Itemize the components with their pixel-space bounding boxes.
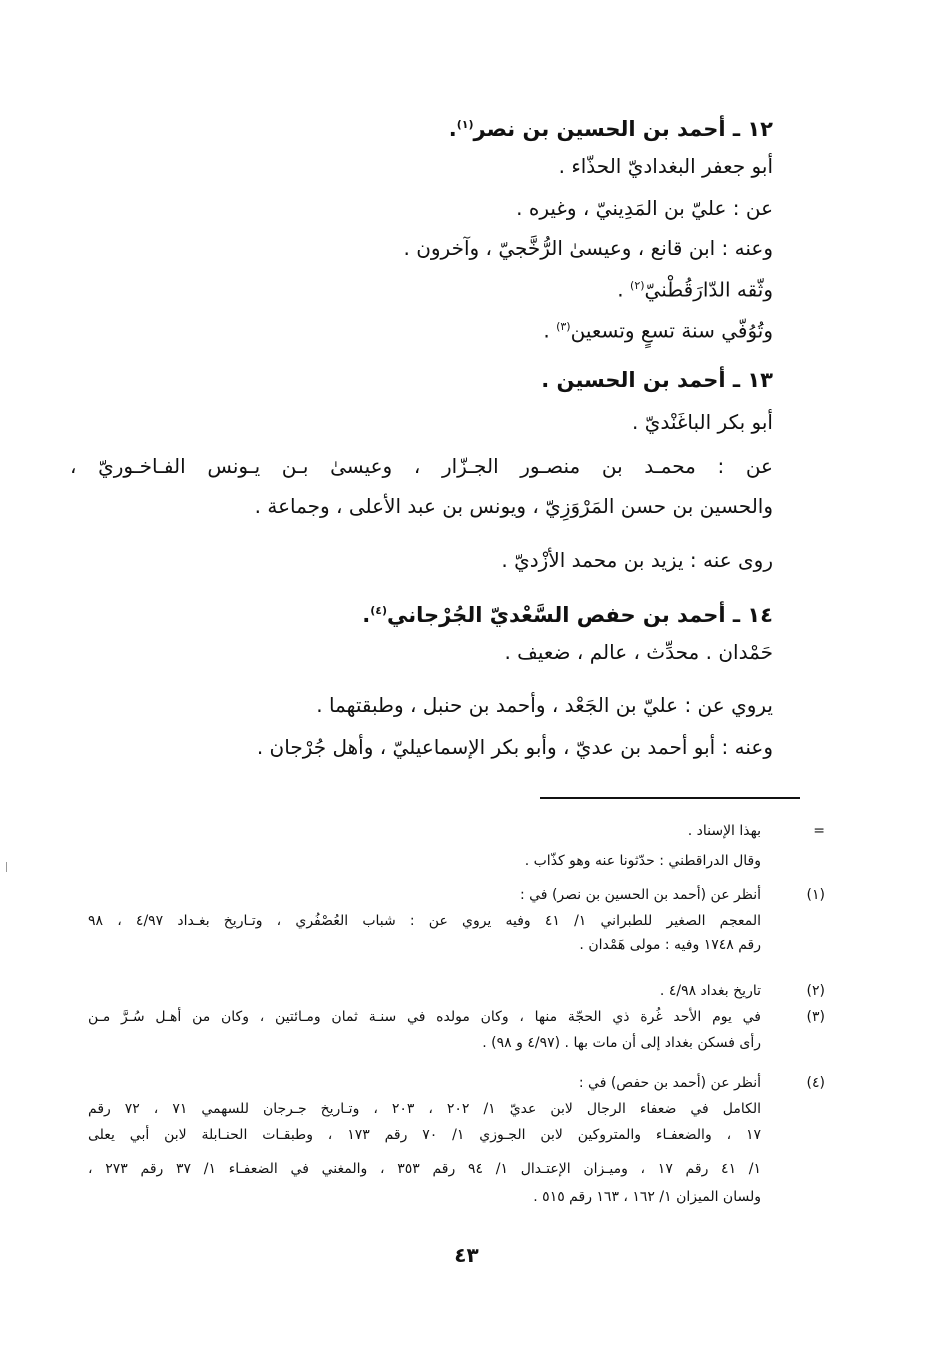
footnote-line: أنظر عن (أحمد بن الحسين بن نصر) في : <box>519 887 761 903</box>
footnote-ref-2: (٢) <box>630 279 645 292</box>
entry-12-line: عن : عليّ بن المَدِينيّ ، وغيره . <box>516 196 773 220</box>
footnote-number: (١) <box>806 887 825 903</box>
entry-14-title: ١٤ ـ أحمد بن حفص السَّعْديّ الجُرْجاني <box>386 603 773 627</box>
footnote-line: الكامل في ضعفاء الرجال لابن عديّ ١/ ٢٠٢ ، ٢٠٣ ، وتـاريخ جـرجان للسهمي ٧١ ، ٧٢ رقم <box>88 1101 761 1117</box>
footnote-line: ولسان الميزان ١/ ١٦٢ ، ١٦٣ رقم ٥١٥ . <box>533 1189 761 1205</box>
entry-13-line: روى عنه : يزيد بن محمد الأزْديّ . <box>501 548 773 572</box>
entry-14-line: يروي عن : عليّ بن الجَعْد ، وأحمد بن حنبل ، وطبقتهما . <box>316 693 773 717</box>
footnote-number: (٢) <box>806 983 825 999</box>
footnote-line: في يوم الأحد غُرة ذي الحجّة منها ، وكان مولده في سنـة ثمان ومـائتين ، وكان من أهـل سُـرَّ مـن <box>88 1009 761 1025</box>
footnote-line: رأى فسكن بغداد إلى أن مات بها . (٤/٩٧ و ٩٨) . <box>482 1035 761 1051</box>
entry-12-heading-end: . <box>448 117 457 141</box>
entry-13-line: عن : محمـد بن منصـور الجـزّار ، وعيسىٰ بـن يـونس الفـاخـوريّ ، <box>70 454 773 478</box>
footnote-separator <box>540 797 800 799</box>
footnote-ref-1: (١) <box>456 118 474 131</box>
entry-12-line <box>617 272 773 304</box>
footnote-line: ١٧ ، والضعفـاء والمتروكين لابن الجـوزي ١/ ٧٠ رقم ١٧٣ ، وطبقـات الحنـابلة لابن أبي يعلى <box>88 1127 761 1143</box>
entry-12-line: وعنه : ابن قانع ، وعيسىٰ الرُّخَّجيّ ، وآخرون . <box>403 236 773 260</box>
entry-12-line-text: وتُوُفّي سنة تسعٍ وتسعين <box>570 318 773 343</box>
footnote-number: (٣) <box>806 1009 825 1025</box>
entry-14-heading <box>362 597 773 629</box>
entry-12-line: أبو جعفر البغداديّ الحذّاء . <box>558 154 773 178</box>
footnote-number: (٤) <box>806 1075 825 1091</box>
entry-14-line: وعنه : أبو أحمد بن عديّ ، وأبو بكر الإسماعيليّ ، وأهل جُرْجان . <box>256 735 773 759</box>
margin-mark <box>6 862 7 872</box>
footnote-continuation-line: وقال الدراقطني : حدّثونا عنه وهو كذّاب . <box>524 853 761 869</box>
footnote-line: تاريخ بغداد ٤/٩٨ . <box>659 983 761 999</box>
entry-12-line-text: وثّقه الدّارَقُطْنيّ <box>644 277 773 302</box>
footnote-line: رقم ١٧٤٨ وفيه : مولى هَمْدان . <box>579 937 761 953</box>
entry-12-line <box>543 313 773 345</box>
footnote-ref-3: (٣) <box>556 320 571 333</box>
footnote-continuation-mark: = <box>813 823 825 839</box>
footnote-ref-4: (٤) <box>370 604 387 617</box>
footnote-line: أنظر عن (أحمد بن حفص) في : <box>578 1075 761 1091</box>
footnote-continuation-line: بهذا الإسناد . <box>687 823 761 839</box>
footnote-line: ١/ ٤١ رقم ١٧ ، وميـزان الإعتـدال ١/ ٩٤ رقم ٣٥٣ ، والمغني في الضعفـاء ١/ ٣٧ رقم ٢٧٣ ، <box>88 1161 762 1177</box>
entry-13-line: والحسين بن حسن المَرْوَزِيّ ، ويونس بن عبد الأعلى ، وجماعة . <box>254 494 773 518</box>
entry-12-heading <box>449 111 773 143</box>
entry-14-heading-end: . <box>362 603 371 627</box>
footnote-line: المعجم الصغير للطبراني ١/ ٤١ وفيه يروي عن : شباب العُصْفُري ، وتـاريخ بغـداد ٤/٩٧ ، ٩٨ <box>88 913 761 929</box>
entry-13-line: أبو بكر الباغَنْديّ . <box>632 410 773 434</box>
entry-12-line-end: . <box>617 277 631 302</box>
entry-12-title: ١٢ ـ أحمد بن الحسين بن نصر <box>473 117 773 141</box>
entry-12-line-end: . <box>543 318 557 343</box>
page-number: ٤٣ <box>454 1243 479 1267</box>
entry-14-line: حَمْدان . محدِّث ، عالم ، ضعيف . <box>504 640 773 664</box>
entry-13-heading: ١٣ ـ أحمد بن الحسين . <box>541 368 773 392</box>
